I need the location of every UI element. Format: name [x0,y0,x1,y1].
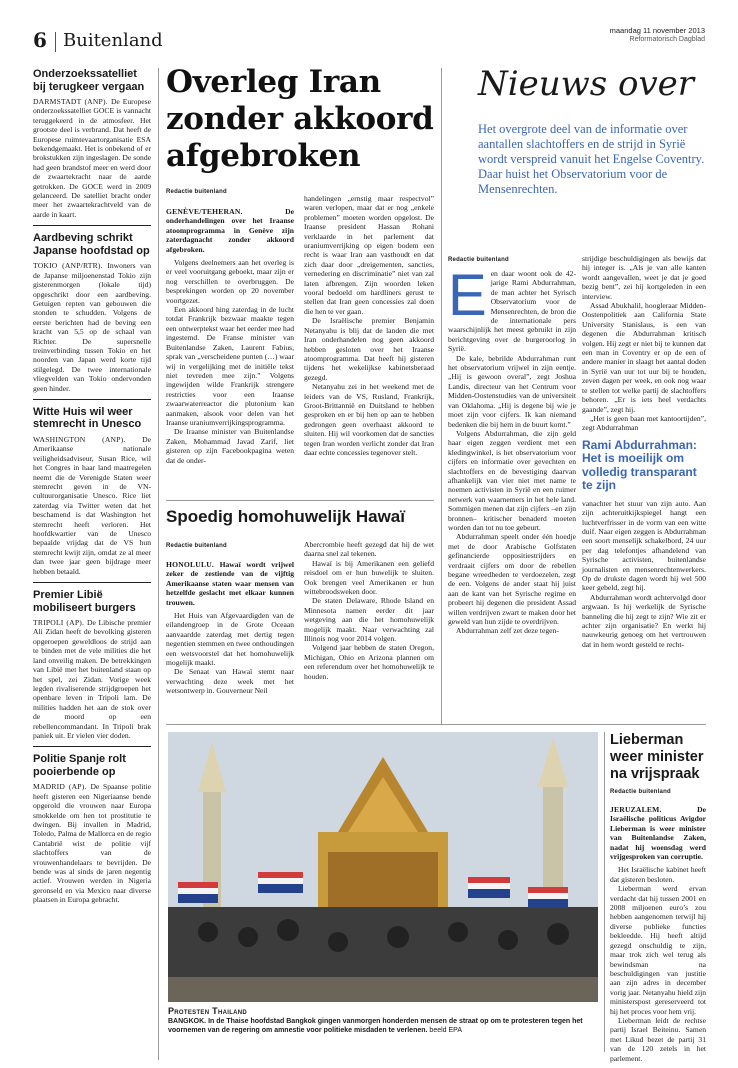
syria-headline: Nieuws over [478,64,695,104]
lieberman-dateline: JERUZALEM. [610,805,662,814]
news-brief-title: Witte Huis wil weer stemrecht in Unesco [33,405,142,431]
iran-byline: Redactie buitenland [166,189,227,195]
hawaii-col-1 [166,560,294,720]
syria-body-paragraph: Assad Abukhalil, hoogleraar Midden-Oostenpolitiek aan California State University Stanislaus, is een van degenen die Abdurrahman kritisch volgen. Hij zegt er niet bij te kunnen dat een man in Coventry er op de een of andere manier in slaagt het aantal doden in Syrië van uur tot uur bij te houden, zeven dagen per week, en ook nog waar te stellen tot welke partij de slachtoffers behoren. „Er is iets heel verdachts gaande”, zegt hij. [582,301,706,414]
news-briefs-sidebar [33,68,151,1058]
syria-body-paragraph: Abdurrahman wordt achtervolgd door argwaan. Is hij werkelijk de Syrische banneling die hij zegt te zijn? Wie zit er achter zijn organisatie? En werkt hij nauwkeurig genoeg om het vertrouwen dat in hem wordt gesteld te recht- [582,592,706,649]
photo-caption-place: BANGKOK. [168,1018,207,1025]
news-brief [33,582,151,740]
syria-body-paragraph: Volgens Abdurrahman, die zijn geld haar eigen zeggen verdient met een kledingwinkel, is het observatorium voor cijfers en informatie over gevechten en slachtoffers en de bevestiging daarvan afhankelijk van vier niet met name te noemen activisten in Syrië en een ruimer netwerk van waarnemers in het hele land. Sommigen menen dat zijn cijfers –en zijn bronnen– kritischer benaderd moeten worden dan tot nu toe gebeurt. [448,428,576,532]
iran-col-1 [166,207,294,497]
iran-body-paragraph: Een akkoord hing zaterdag in de lucht totdat Frankrijk bezwaar maakte tegen een ontwerptekst waar het eerder mee had ingestemd. De Franse minister van Buitenlandse Zaken, Laurent Fabius, sprak van „verscheidene punten (…) waar wij in vergelijking met de initiële tekst niet tevreden mee zijn.” Volgens ingewijden wilde Frankrijk strengere restricties voor een Iraanse zwaarwaterreactor die plutonium kan aanmaken, alsook voor delen van het Iraanse uraniumverrijkingsprogramma. [166,305,294,427]
syria-body-paragraph: Abdurrahman zelf zet deze tegen- [456,626,559,636]
lieberman-headline: Lieberman weer minister na vrijspraak [610,732,704,782]
iran-body-paragraph: Volgens deelnemers aan het overleg is er veel vooruitgang geboekt, maar zijn er nog verschillen te overbruggen. De besprekingen worden op 20 november voortgezet. [166,258,294,305]
news-brief-title: Premier Libië mobiliseert burgers [33,589,136,614]
news-brief-dateline: TRIPOLI (AP). [33,618,87,628]
hawaii-lead: Hawaï wordt vrijwel zeker de zestiende van de vijftig Amerikaanse staten waar mensen van hetzelfde geslacht met elkaar kunnen trouwen. [166,560,294,607]
sidebar-rule [158,68,159,1060]
lieberman-rule [604,732,605,1052]
hawaii-body-paragraph: De staten Delaware, Rhode Island en Minnesota namen eerder dit jaar wetgeving aan die het homohuwelijk mogelijk maakt. Naar verwachting zal Illinois nog voor 2014 volgen. [304,596,434,644]
photo-illustration [168,732,598,1002]
syria-body-paragraph: „Het is geen baan met kantoortijden”, zegt Abdurrahman [582,413,706,433]
syria-pullquote: Rami Abdurrahman: Het is moeilijk om volledig transparant te zijn [582,437,697,493]
photo-top-rule [166,724,706,725]
syria-body-paragraph: Abdurrahman speelt onder één hoedje met de door Arabische Golfstaten gefinancierde oppositiestrijders en verdraait cijfers om door de rebellen begane wreedheden te verdoezelen, zegt de een. Volgens de ander staat hij juist aan de kant van het Syrische regime en probeert hij degenen die president Assad willen verdrijven zwart te maken door het geweld van hun zijde te overdrijven. [448,532,576,627]
news-brief-body-wrap [33,97,151,219]
news-brief-body: Inwoners van de Japanse miljoenenstad Tokio zijn gisterenmorgen (lokale tijd) opgeschrikt door een aardbeving. Getuigen repten van gebouwen die stonden te schudden. Volgens de eerste berichten had de beving een kracht van 5,5 op de schaal van Richter. De supersnelle treinverbinding tussen Tokio en het noorden van Japan werd korte tijd stilgelegd. De twee internationale vliegvelden van Tokio ondervonden geen hinder. [33,261,152,393]
news-brief-body: De Libische premier Ali Zidan heeft de bevolking gisteren opgeroepen geweldloos de strijd aan te binden met de vele milities die het land onveilig maken. De betrekkingen van Libië met het buitenland staan op het spel, zei Zidan. Vorige week legden rivaliserende strijdgroepen het openbare leven in Tripoli lam. De milities hadden het aan de stok over de moord op een rebellencommandant. In Tripoli brak paniek uit. Er vielen vier doden. [33,618,151,740]
iran-body-paragraph: handelingen „ernstig maar respectvol” waren verlopen, maar dat er nog „enkele problemen” moeten worden opgelost. De Iraanse president Hassan Rohani verklaarde in het parlement dat uraniumverrijking op eigen bodem een recht is waar Iran aan vasthoudt en dat zich daar door „dreigementen, sancties, vernedering en discriminatie” niet van zal laten afbrengen. Zijn woorden leken vooral bedoeld om hardliners gerust te stellen dat Iran geen concessies zal doen die hen te ver gaan. [304,194,434,316]
header-date: maandag 11 november 2013 [609,26,705,35]
news-brief-title: Onderzoekssatelliet bij terugkeer vergaan [33,68,145,93]
lieberman-article [610,732,706,1063]
news-brief [33,225,151,393]
syria-col-2 [582,254,706,722]
news-brief-title: Aardbeving schrikt Japanse hoofdstad op [33,232,150,257]
iran-col-2 [304,194,434,494]
lieberman-lead: De Israëlische politicus Avigdor Lieberman is weer minister van Buitenlandse Zaken, nadat hij woensdag werd vrijgesproken van corruptie. [610,805,706,862]
news-brief-title: Politie Spanje rolt pooierbende op [33,753,126,778]
photo-caption-text: In de Thaise hoofdstad Bangkok gingen vanmorgen honderden mensen de straat op om te protesteren tegen het voornemen van de regering om amnestie voor politieke misdaden te verlenen. [168,1018,583,1034]
news-brief-body-wrap [33,618,151,740]
hawaii-body-paragraph: Volgend jaar hebben de staten Oregon, Michigan, Ohio en Arizona plannen om een referendum over het homohuwelijk te houden. [304,643,434,681]
header-divider [55,32,56,52]
photo-caption [168,1006,600,1035]
news-brief-dateline: DARMSTADT (ANP). [33,97,111,106]
hawaii-body-paragraph: Abercrombie heeft gezegd dat hij de wet daarna snel zal tekenen. [304,540,434,559]
news-brief-dateline: MADRID (AP). [33,782,91,792]
hawaii-col-2 [304,540,434,720]
syria-col-1 [448,263,576,719]
news-brief-body: De Europese onderzoekssatelliet GOCE is vannacht teruggekeerd in de atmosfeer. Het grootste deel is verbrand. Dat heeft de Europese ruimtevaartorganisatie ESA bekendgemaakt. Het is onbekend of er brokstukken zijn ingeslagen. De sonde had geen brandstof meer en werd door de zwaartekracht naar de aarde getrokken. De GOCE werd in 2009 gelanceerd. De satelliet bracht onder meer het zwaartekrachtveld van de aarde in kaart. [33,97,151,219]
news-brief-body: De Amerikaanse nationale veiligheidsadviseur, Susan Rice, wil het Congres in haar land maatregelen neemt die de Verenigde Staten weer stemrecht geven in de VN-cultuurorganisatie Unesco. Rice liet zaterdag via Twitter weten dat het beschamend is dat Washington het stemrecht heeft verloren. Het hoofdkwartier van de Unesco bepaalde vrijdag dat de VS hun stemrecht kwijt zijn, omdat ze al meer dan twee jaar geen bijdrage meer hebben betaald. [33,434,151,576]
news-brief-body-wrap [33,261,151,393]
syria-dropcap: E [448,263,487,328]
hawaii-article [166,506,434,722]
syria-intro: Het overgrote deel van de informatie over aantallen slachtoffers en de strijd in Syrië wordt verspreid vanuit het Engelse Coventry. Daar huist het Observatorium voor de Mensenrechten. [478,122,705,196]
hawaii-headline: Spoedig homohuwelijk Hawaï [166,507,405,526]
page-number: 6 [33,28,47,52]
syria-article [448,64,706,724]
hawaii-body-paragraph: Hawaï is bij Amerikanen een geliefd reisdoel om er hun huwelijk te sluiten. Ook brengen veel Amerikanen er hun wittebroodsweken door. [304,558,434,597]
hawaii-dateline: HONOLULU. [166,560,215,569]
lieberman-byline: Redactie buitenland [610,789,671,795]
header-paper: Reformatorisch Dagblad [629,36,705,43]
news-brief-dateline: WASHINGTON (ANP). [33,434,143,444]
iran-body-paragraph: De Israëlische premier Benjamin Netanyahu is blij dat de landen die met Iran onderhandelen nog geen akkoord hebben gesloten over het Iraanse atoomprogramma. Dat heeft hij gisteren tijdens het wekelijkse kabinetsberaad gezegd. [304,316,434,382]
lieberman-body [610,805,706,1063]
iran-body-paragraph: Netanyahu zei in het weekend met de leiders van de VS, Rusland, Frankrijk, Groot-Brittannië en Duitsland te hebben gesproken en er bij hen op aan te hebben gedrongen geen overhaast akkoord te sluiten. Hij wil voorkomen dat de sancties tegen Iran worden verlicht zonder dat Iran daar echte concessies tegenover stelt. [304,382,434,457]
center-rule [441,68,442,724]
iran-article [166,64,434,496]
lieberman-body-paragraph: Lieberman leidt de rechtse partij Israel Beiteinu. Samen met Likud bezet de partij 31 van de 120 zetels in het parlement. [610,1015,706,1063]
iran-body-paragraph: De Iraanse minister van Buitenlandse Zaken, Mohammad Javad Zarif, liet gisteren op zijn Facebookpagina weten dat de onder- [166,427,294,465]
bangkok-protest-photo [168,732,598,1002]
news-brief [33,746,151,904]
iran-headline: Overleg Iran zonder akkoord afgebroken [166,64,434,174]
photo-credit: beeld EPA [429,1027,462,1034]
hawaii-body-paragraph: De Senaat van Hawaï stemt naar verwachting deze week met het wetsontwerp in. Gouverneur Neil [166,667,294,696]
news-brief-body-wrap [33,435,151,576]
iran-bottom-rule [166,500,434,501]
lieberman-body-paragraph: Het Israëlische kabinet heeft dat gisteren besloten. [610,865,706,884]
section-title: Buitenland [63,30,163,51]
news-brief-dateline: TOKIO (ANP/RTR). [33,261,108,271]
news-brief [33,68,151,219]
photo-label: Protesten Thailand [168,1006,248,1016]
lieberman-body-paragraph: Lieberman werd ervan verdacht dat hij tussen 2001 en 2008 miljoenen euro’s zou hebben aangenomen terwijl hij diverse publieke functies bekleedde. Hij heeft altijd gezegd onschuldig te zijn, maar trok zich wel terug als bewindsman na beschuldigingen van justitie aan zijn adres in december vorig jaar. Netanyahu hield zijn ministerspost gereserveerd tot hij het proces voor hem vrij. [610,884,706,1016]
syria-body-paragraph: vanachter het stuur van zijn auto. Aan zijn achteruitkijkspiegel hangt een luchtverfrisser in de vorm van een witte duif. Naar eigen zeggen is Abdurrahman een soort menselijk schakelbord, 24 uur per dag telefontjes afhandelend van Syrische activisten, buitenlandse journalisten en mensenrechtenwerkers. Op de drukste dagen wordt hij wel 500 keer gebeld, zegt hij. [582,498,706,593]
news-brief-body: De Spaanse politie heeft gisteren een Nigeriaanse bende opgerold die vrouwen naar Europa smokkelde om hen tot prostitutie te dwingen. Bij invallen in Madrid, Toledo, Palma de Mallorca en de regio Cantabrië wist de politie vijf slachtoffers van de vrouwenhandelaars te bevrijden. De bende was al sinds de jaren negentig actief. Vrouwen werden in Nigeria geronseld en via Mexico naar diverse plaatsen in Europa gebracht. [33,782,151,905]
syria-body-paragraph: De kale, bebrilde Abdurrahman runt het observatorium vrijwel in zijn eentje. „Hij is gewoon overal”, zegt Joshua Landis, directeur van het Centrum voor Midden-Oostenstudies van de universiteit van Oklahoma. „Hij is degene bij wie je moet zijn voor cijfers. Ik kan niemand bedenken die bij hem in de buurt komt.” [448,353,576,429]
news-brief [33,399,151,576]
hawaii-body-paragraph: Het Huis van Afgevaardigden van de eilandengroep in de Grote Oceaan aanvaardde zaterdag met dertig tegen negentien stemmen en twee onthoudingen een wetsvoorstel dat het homohuwelijk mogelijk maakt. [166,611,294,668]
iran-dateline: GENÈVE/TEHERAN. [166,207,243,216]
news-brief-body-wrap [33,782,151,904]
hawaii-byline: Redactie buitenland [166,543,227,549]
syria-body-paragraph: en daar woont ook de 42-jarige Rami Abdurrahman, de man achter het Syrisch Observatorium voor de Mensenrechten, de bron die de internationale pers waarschijnlijk het meest gebruikt in zijn berichtgeving over de burgeroorlog in Syrië. [448,269,576,354]
syria-body-paragraph: strijdige beschuldigingen als bewijs dat hij integer is. „Als je van alle kanten wordt aangevallen, weet je dat je goed bezig bent”, zei hij kortgeleden in een interview. [582,254,706,301]
iran-lead: De onderhandelingen over het Iraanse atoomprogramma in Genève zijn zaterdagnacht zonder akkoord afgebroken. [166,207,294,254]
syria-byline: Redactie buitenland [448,257,509,263]
page-header [33,22,705,58]
